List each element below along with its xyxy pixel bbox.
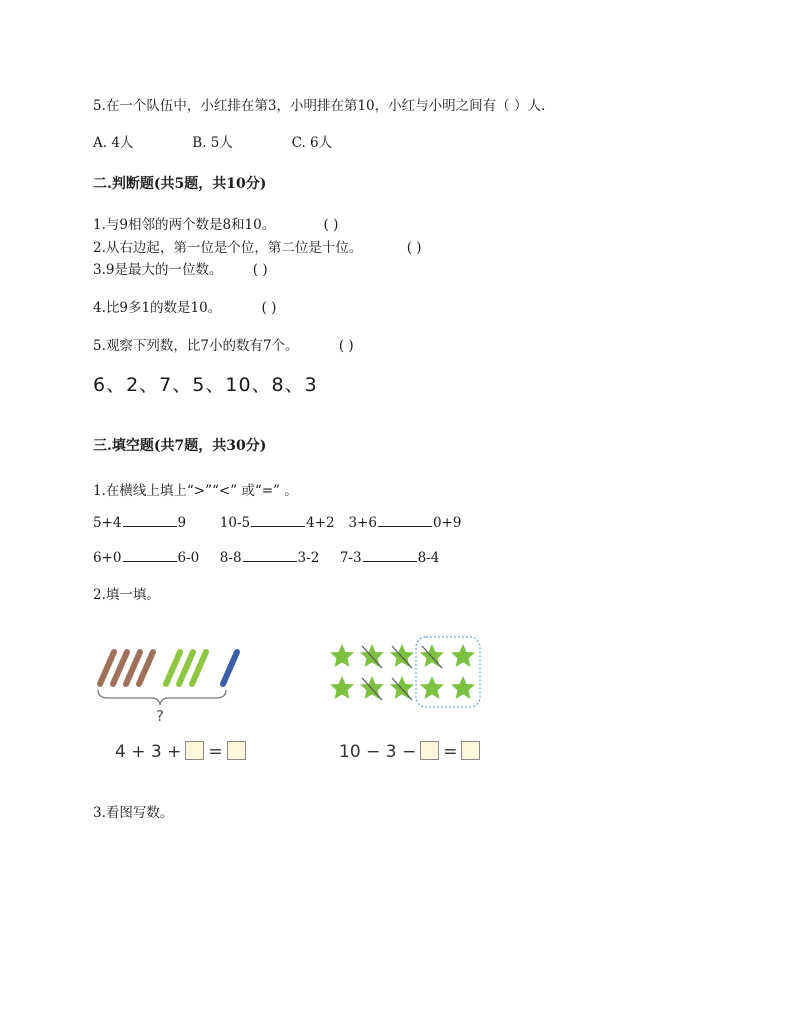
compare-right: 9 xyxy=(177,515,187,531)
judge-item-4-text: 4.比9多1的数是10。 xyxy=(93,300,222,316)
eq1-b: 3 xyxy=(150,742,162,762)
compare-right: 4+2 xyxy=(306,515,335,531)
compare-blank[interactable] xyxy=(243,549,297,562)
answer-box[interactable] xyxy=(461,741,480,760)
compare-right: 6-0 xyxy=(177,550,200,566)
number-sequence: 6、2、7、5、10、8、3 xyxy=(93,374,318,396)
option-b[interactable]: B. 5人 xyxy=(192,135,233,151)
option-a[interactable]: A. 4人 xyxy=(93,135,134,151)
judge-item-1 xyxy=(93,213,338,233)
answer-box[interactable] xyxy=(185,741,204,760)
judge-item-4-answer[interactable]: ( ) xyxy=(261,300,277,316)
question-5-stem: 5.在一个队伍中，小红排在第3，小明排在第10，小红与小明之间有（ ）人. xyxy=(93,98,546,114)
eq1-equals: = xyxy=(208,742,223,762)
judge-item-2-text: 2.从右边起，第一位是个位，第二位是十位。 xyxy=(93,240,363,256)
question-5-options xyxy=(93,131,332,151)
judge-item-1-text: 1.与9相邻的两个数是8和10。 xyxy=(93,217,276,233)
compare-left: 5+4 xyxy=(93,515,122,531)
eq2-op1: − xyxy=(366,742,381,762)
judge-item-2-answer[interactable]: ( ) xyxy=(406,240,422,256)
grouping-brace xyxy=(98,690,226,704)
brace-question-mark: ? xyxy=(156,707,164,725)
eq2-op2: − xyxy=(401,742,417,762)
answer-box[interactable] xyxy=(227,741,246,760)
judge-item-2 xyxy=(93,236,422,256)
compare-right: 0+9 xyxy=(432,515,462,531)
judge-item-3-text: 3.9是最大的一位数。 xyxy=(93,262,223,278)
answer-box[interactable] xyxy=(420,741,439,760)
compare-right: 8-4 xyxy=(417,550,440,566)
equation-1 xyxy=(115,741,250,762)
compare-left: 10-5 xyxy=(219,515,251,531)
fill-q2-instruction: 2.填一填。 xyxy=(93,587,160,603)
compare-blank[interactable] xyxy=(378,514,432,527)
compare-row-1 xyxy=(93,514,461,531)
green-sticks xyxy=(166,652,206,684)
judge-item-5-answer[interactable]: ( ) xyxy=(338,338,354,354)
compare-left: 6+0 xyxy=(93,550,122,566)
stars-illustration xyxy=(322,634,487,714)
sticks-illustration xyxy=(92,640,252,730)
judge-item-3 xyxy=(93,258,268,278)
option-c[interactable]: C. 6人 xyxy=(291,135,333,151)
judge-item-1-answer[interactable]: ( ) xyxy=(323,217,339,233)
compare-blank[interactable] xyxy=(123,549,177,562)
judge-item-4 xyxy=(93,296,276,316)
stars-row-2 xyxy=(330,676,475,699)
eq1-op1: + xyxy=(131,742,146,762)
eq2-a: 10 xyxy=(339,742,361,762)
eq1-a: 4 xyxy=(115,742,126,762)
compare-blank[interactable] xyxy=(123,514,177,527)
blue-stick xyxy=(223,652,237,684)
eq2-b: 3 xyxy=(385,742,397,762)
compare-left: 7-3 xyxy=(339,550,362,566)
compare-left: 8-8 xyxy=(219,550,242,566)
section-3-heading: 三.填空题(共7题，共30分) xyxy=(93,438,267,454)
fill-q3-instruction: 3.看图写数。 xyxy=(93,805,174,821)
stars-row-1 xyxy=(330,644,475,667)
compare-row-2 xyxy=(93,549,439,566)
fill-q1-instruction: 1.在横线上填上“>”“<” 或“=” 。 xyxy=(93,483,298,499)
brown-sticks xyxy=(100,652,153,684)
judge-item-3-answer[interactable]: ( ) xyxy=(252,262,268,278)
compare-blank[interactable] xyxy=(363,549,417,562)
judge-item-5 xyxy=(93,334,354,354)
section-2-heading: 二.判断题(共5题，共10分) xyxy=(93,176,267,192)
eq2-equals: = xyxy=(443,742,458,762)
compare-right: 3-2 xyxy=(297,550,320,566)
equation-2 xyxy=(339,741,484,762)
compare-left: 3+6 xyxy=(348,515,377,531)
eq1-op2: + xyxy=(167,742,182,762)
compare-blank[interactable] xyxy=(251,514,305,527)
judge-item-5-text: 5.观察下列数，比7小的数有7个。 xyxy=(93,338,299,354)
